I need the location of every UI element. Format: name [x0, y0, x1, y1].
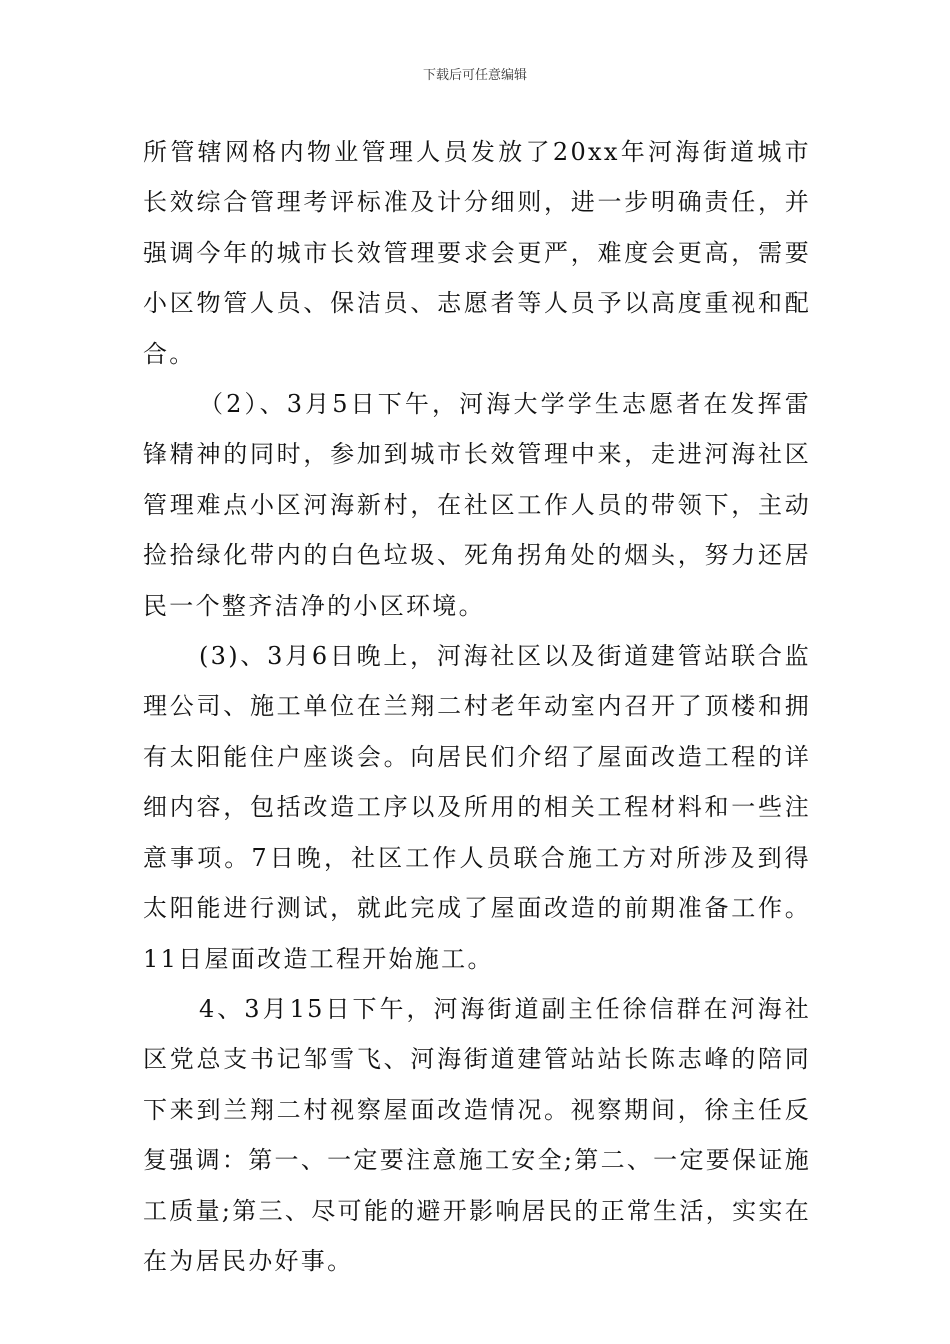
- paragraph-item-2: （2）、3月5日下午，河海大学学生志愿者在发挥雷锋精神的同时，参加到城市长效管理中来，走进河海社区管理难点小区河海新村，在社区工作人员的带领下，主动捡拾绿化带内的白色垃圾、死角拐角处的烟头，努力还居民一个整齐洁净的小区环境。: [143, 390, 811, 620]
- document-body: [143, 127, 811, 1286]
- paragraph-item-4: 4、3月15日下午，河海街道副主任徐信群在河海社区党总支书记邹雪飞、河海街道建管站站长陈志峰的陪同下来到兰翔二村视察屋面改造情况。视察期间，徐主任反复强调：第一、一定要注意施工安全;第二、一定要保证施工质量;第三、尽可能的避开影响居民的正常生活，实实在在为居民办好事。: [143, 994, 811, 1275]
- paragraph-item-3: (3)、3月6日晚上，河海社区以及街道建管站联合监理公司、施工单位在兰翔二村老年动室内召开了顶楼和拥有太阳能住户座谈会。向居民们介绍了屋面改造工程的详细内容，包括改造工序以及所用的相关工程材料和一些注意事项。7日晚，社区工作人员联合施工方对所涉及到得太阳能进行测试，就此完成了屋面改造的前期准备工作。11日屋面改造工程开始施工。: [143, 642, 811, 973]
- page-header: 下载后可任意编辑: [422, 68, 527, 83]
- paragraph-continuation: 所管辖网格内物业管理人员发放了20xx年河海街道城市长效综合管理考评标准及计分细则，进一步明确责任，并强调今年的城市长效管理要求会更严，难度会更高，需要小区物管人员、保洁员、志愿者等人员予以高度重视和配合。: [143, 138, 811, 368]
